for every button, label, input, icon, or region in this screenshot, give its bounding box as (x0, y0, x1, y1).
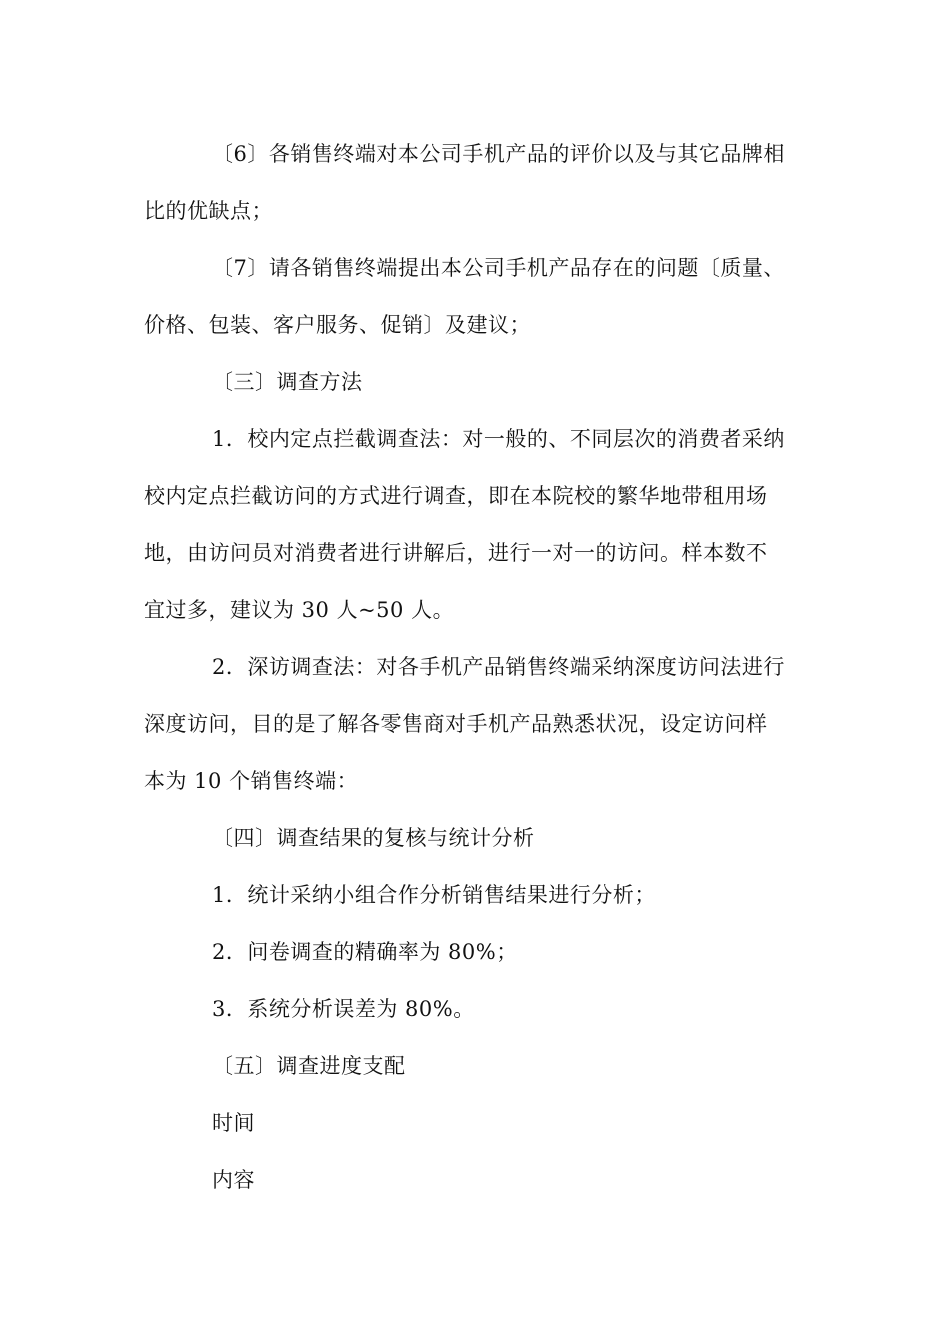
method-1-line-4: 宜过多，建议为 30 人~50 人。 (144, 598, 455, 622)
method-2-line-1: 2．深访调查法：对各手机产品销售终端采纳深度访问法进行 (212, 655, 785, 679)
schedule-time-label: 时间 (212, 1111, 255, 1135)
method-1-line-1: 1．校内定点拦截调查法：对一般的、不同层次的消费者采纳 (212, 427, 785, 451)
method-1-line-2: 校内定点拦截访问的方式进行调查，即在本院校的繁华地带租用场 (144, 484, 768, 508)
review-item-3: 3．系统分析误差为 80%。 (212, 997, 475, 1021)
section-heading-methods: 〔三〕调查方法 (212, 370, 363, 394)
item-6-line-1: 〔6〕各销售终端对本公司手机产品的评价以及与其它品牌相 (212, 142, 785, 166)
section-heading-schedule: 〔五〕调查进度支配 (212, 1054, 406, 1078)
method-2-line-3: 本为 10 个销售终端： (144, 769, 359, 793)
section-heading-review: 〔四〕调查结果的复核与统计分析 (212, 826, 535, 850)
item-7-line-1: 〔7〕请各销售终端提出本公司手机产品存在的问题〔质量、 (212, 256, 785, 280)
review-item-2: 2．问卷调查的精确率为 80%； (212, 940, 518, 964)
item-6-line-2: 比的优缺点； (144, 199, 273, 223)
item-7-line-2: 价格、包装、客户服务、促销〕及建议； (144, 313, 531, 337)
schedule-content-label: 内容 (212, 1168, 255, 1192)
method-1-line-3: 地，由访问员对消费者进行讲解后，进行一对一的访问。样本数不 (144, 541, 768, 565)
method-2-line-2: 深度访问，目的是了解各零售商对手机产品熟悉状况，设定访问样 (144, 712, 768, 736)
review-item-1: 1．统计采纳小组合作分析销售结果进行分析； (212, 883, 656, 907)
